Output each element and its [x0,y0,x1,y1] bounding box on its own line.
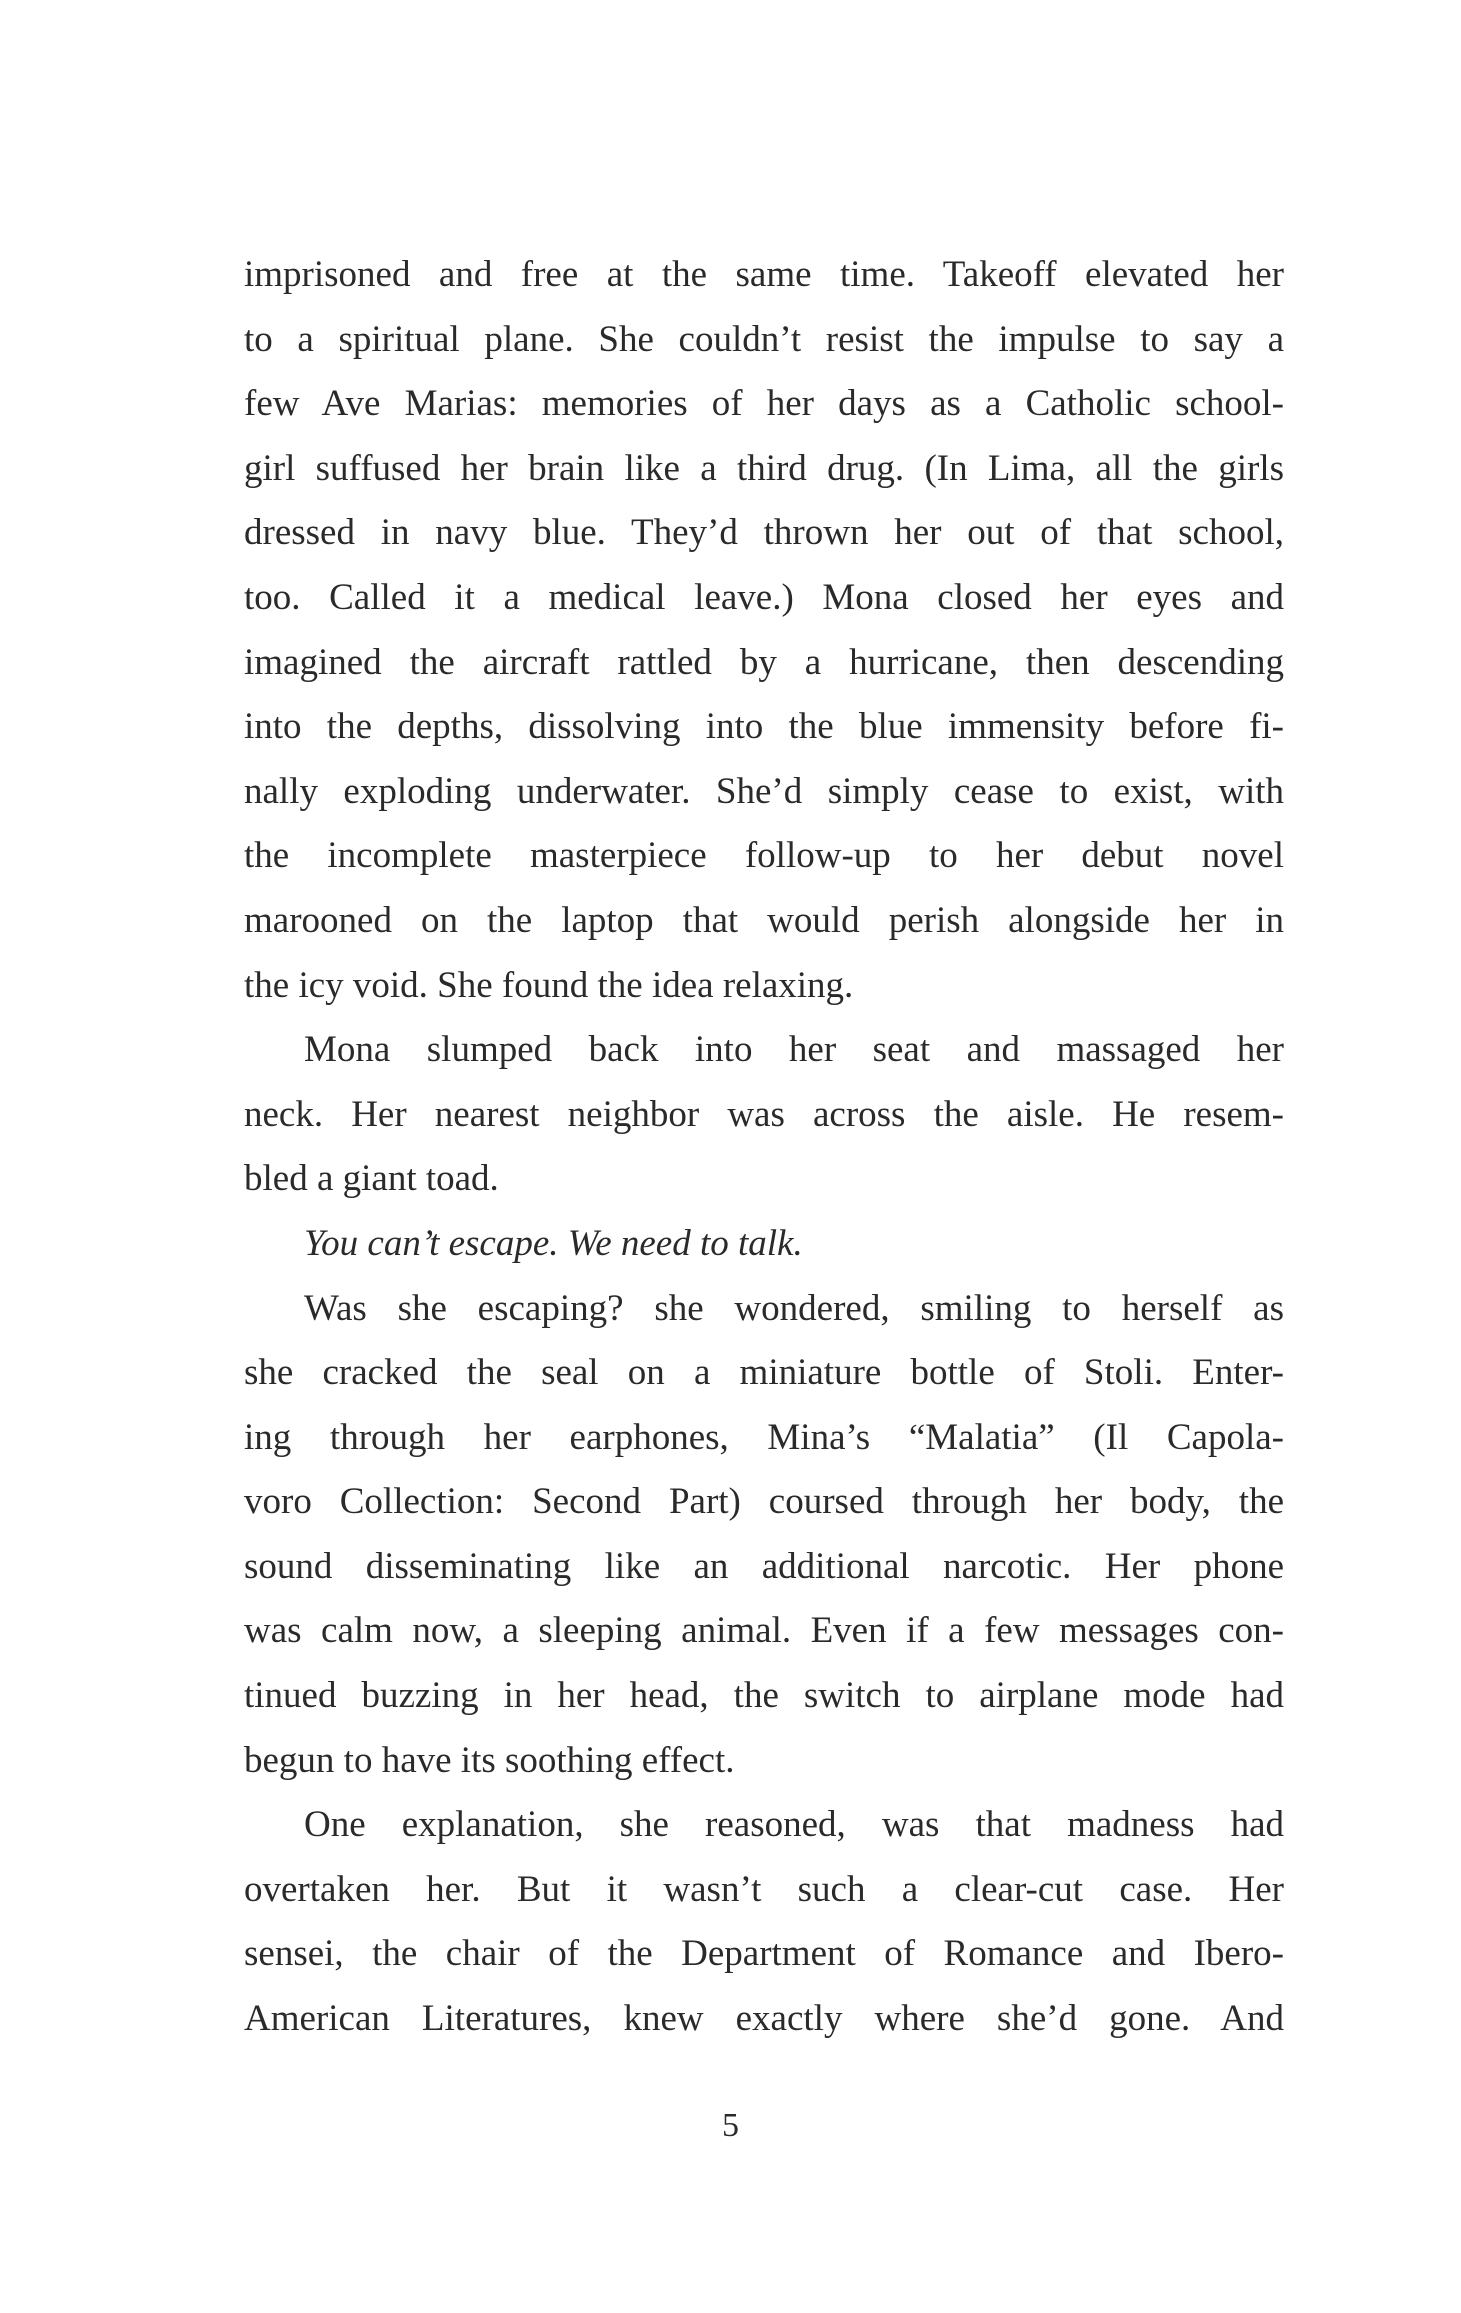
text-line: sensei, the chair of the Department of Romance and Ibero- [244,1933,1284,1975]
text-line: bled a giant toad. [244,1158,499,1200]
text-line: overtaken her. But it wasn’t such a clear-cut case. Her [244,1868,1284,1910]
text-line: American Literatures, knew exactly where she’d gone. And [244,1998,1284,2040]
text-line: she cracked the seal on a miniature bottle of Stoli. Enter- [244,1352,1284,1394]
text-line: was calm now, a sleeping animal. Even if a few messages con- [244,1610,1284,1652]
text-line: imprisoned and free at the same time. Takeoff elevated her [244,254,1284,295]
text-line: to a spiritual plane. She couldn’t resist the impulse to say a [244,318,1284,360]
text-line: sound disseminating like an additional narcotic. Her phone [244,1545,1284,1587]
page-number: 5 [722,2107,739,2144]
text-line: begun to have its soothing effect. [244,1739,735,1781]
text-line: imagined the aircraft rattled by a hurricane, then descending [244,641,1284,683]
text-line: too. Called it a medical leave.) Mona closed her eyes and [244,576,1284,618]
text-line: into the depths, dissolving into the blue immensity before fi- [244,706,1284,748]
text-line: girl suffused her brain like a third drug. (In Lima, all the girls [244,447,1284,489]
text-line: few Ave Marias: memories of her days as a Catholic school- [244,383,1284,425]
text-line: One explanation, she reasoned, was that madness had [304,1804,1284,1846]
text-line: neck. Her nearest neighbor was across the aisle. He resem- [244,1093,1284,1135]
text-line: the icy void. She found the idea relaxing. [244,964,854,1006]
text-line: the incomplete masterpiece follow-up to her debut novel [244,835,1284,877]
text-line: tinued buzzing in her head, the switch to airplane mode had [244,1675,1284,1717]
text-line: nally exploding underwater. She’d simply cease to exist, with [244,770,1284,812]
text-line: Mona slumped back into her seat and massaged her [304,1029,1284,1071]
text-line: ing through her earphones, Mina’s “Malatia” (Il Capola- [244,1416,1284,1458]
italic-thought-line: You can’t escape. We need to talk. [304,1222,803,1264]
text-line: Was she escaping? she wondered, smiling to herself as [304,1287,1284,1329]
text-line: dressed in navy blue. They’d thrown her out of that school, [244,512,1284,554]
body-text [244,243,1284,2052]
text-line: marooned on the laptop that would perish alongside her in [244,899,1284,941]
text-line: voro Collection: Second Part) coursed through her body, the [244,1481,1284,1523]
